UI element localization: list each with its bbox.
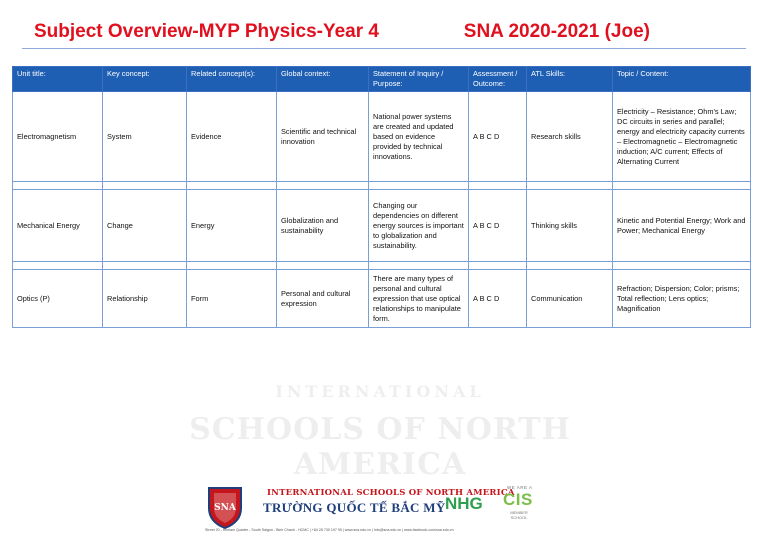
atl-skills-cell: Thinking skills xyxy=(527,190,613,262)
key-concept-cell: Relationship xyxy=(103,270,187,328)
nhg-logo xyxy=(445,494,483,514)
topic-content-cell: Refraction; Dispersion; Color; prisms; Total reflection; Lens optics; Magnification xyxy=(613,270,751,328)
column-header-global-context: Global context: xyxy=(277,67,369,92)
inquiry-cell: National power systems are created and updated based on evidence provided by technical innovations. xyxy=(369,92,469,182)
document-year: SNA 2020-2021 (Joe) xyxy=(463,21,650,42)
spacer-cell xyxy=(469,182,527,190)
assessment-cell: A B C D xyxy=(469,92,527,182)
atl-skills-cell: Research skills xyxy=(527,92,613,182)
document-title: Subject Overview-MYP Physics-Year 4 xyxy=(34,21,379,42)
spacer-cell xyxy=(369,182,469,190)
column-header-statement-of-inquiry: Statement of Inquiry / Purpose: xyxy=(369,67,469,92)
topic-content-cell: Electricity – Resistance; Ohm's Law; DC circuits in series and parallel; energy and electricity capacity currents – Electromagnetic – Electromagnetic induction; A/C current; Effects of Alternating Current xyxy=(613,92,751,182)
global-context-cell: Personal and cultural expression xyxy=(277,270,369,328)
key-concept-cell: System xyxy=(103,92,187,182)
spacer-cell xyxy=(469,262,527,270)
unit-title-cell: Electromagnetism xyxy=(13,92,103,182)
spacer-cell xyxy=(527,262,613,270)
logo-text: SNA xyxy=(214,503,236,513)
subject-overview-table xyxy=(12,66,751,328)
page-footer xyxy=(205,480,565,540)
column-header-key-concept: Key concept: xyxy=(103,67,187,92)
cis-logo: CIS xyxy=(503,490,533,509)
unit-title-cell: Mechanical Energy xyxy=(13,190,103,262)
spacer-cell xyxy=(369,262,469,270)
spacer-cell xyxy=(277,182,369,190)
spacer-row xyxy=(13,262,751,270)
page-header xyxy=(22,18,746,49)
spacer-cell xyxy=(13,262,103,270)
assessment-cell: A B C D xyxy=(469,190,527,262)
related-concept-cell: Evidence xyxy=(187,92,277,182)
column-header-assessment: Assessment / Outcome: xyxy=(469,67,527,92)
global-context-cell: Scientific and technical innovation xyxy=(277,92,369,182)
table-header-row xyxy=(13,67,751,92)
column-header-atl-skills: ATL Skills: xyxy=(527,67,613,92)
atl-skills-cell: Communication xyxy=(527,270,613,328)
spacer-cell xyxy=(187,182,277,190)
spacer-cell xyxy=(613,182,751,190)
key-concept-cell: Change xyxy=(103,190,187,262)
watermark-line-2: SCHOOLS OF NORTH AMERICA xyxy=(189,412,571,482)
global-context-cell: Globalization and sustainability xyxy=(277,190,369,262)
inquiry-cell: There are many types of personal and cultural expression that use optical relationships to manipulate form. xyxy=(369,270,469,328)
nhg-logo-text: NHG xyxy=(445,494,483,513)
school-name-english: INTERNATIONAL SCHOOLS OF NORTH AMERICA xyxy=(267,488,515,498)
cis-member-label: MEMBER SCHOOL xyxy=(510,510,528,520)
contact-address: Street 20 - Himlam Quarter - South Saigon - Binh Chanh - HCMC | +84 28 730 197 95 | www.sna.edu.vn | Info@sna.edu.vn | www.facebook.com/sna.edu.vn xyxy=(205,528,454,532)
spacer-cell xyxy=(103,262,187,270)
table-row xyxy=(13,270,751,328)
spacer-cell xyxy=(613,262,751,270)
spacer-cell xyxy=(103,182,187,190)
spacer-cell xyxy=(527,182,613,190)
column-header-topic-content: Topic / Content: xyxy=(613,67,751,92)
school-shield-logo xyxy=(205,484,245,530)
unit-title-cell: Optics (P) xyxy=(13,270,103,328)
table-row xyxy=(13,190,751,262)
assessment-cell: A B C D xyxy=(469,270,527,328)
watermark-line-1: INTERNATIONAL xyxy=(275,382,485,401)
inquiry-cell: Changing our dependencies on different energy sources is important to globalization and sustainability. xyxy=(369,190,469,262)
spacer-row xyxy=(13,182,751,190)
related-concept-cell: Energy xyxy=(187,190,277,262)
related-concept-cell: Form xyxy=(187,270,277,328)
spacer-cell xyxy=(277,262,369,270)
school-name-vietnamese: TRƯỜNG QUỐC TẾ BẮC MỸ xyxy=(263,500,446,515)
spacer-cell xyxy=(13,182,103,190)
topic-content-cell: Kinetic and Potential Energy; Work and Power; Mechanical Energy xyxy=(613,190,751,262)
column-header-unit-title: Unit title: xyxy=(13,67,103,92)
spacer-cell xyxy=(187,262,277,270)
table-row xyxy=(13,92,751,182)
cis-tagline: WE ARE A xyxy=(507,485,533,490)
column-header-related-concepts: Related concept(s): xyxy=(187,67,277,92)
